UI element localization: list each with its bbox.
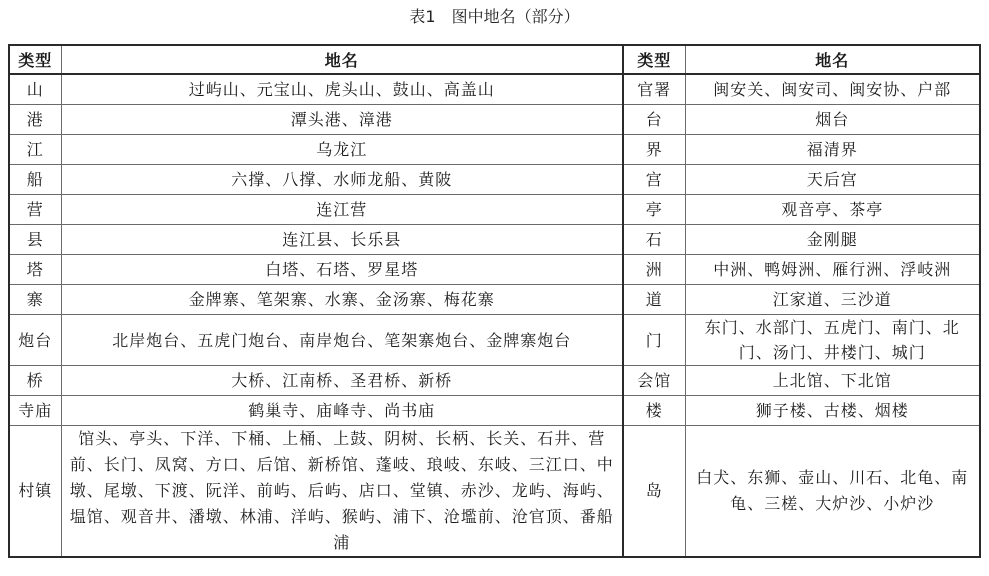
table-row <box>9 315 980 366</box>
names-cell: 中洲、鸭姆洲、雁行洲、浮岐洲 <box>685 255 980 285</box>
table-row <box>9 285 980 315</box>
type-cell: 界 <box>623 135 685 165</box>
table-row <box>9 225 980 255</box>
type-cell: 官署 <box>623 74 685 105</box>
table-row <box>9 105 980 135</box>
table-caption <box>0 6 989 28</box>
type-cell: 村镇 <box>9 426 61 558</box>
names-cell: 天后宫 <box>685 165 980 195</box>
table-row <box>9 396 980 426</box>
names-cell: 江家道、三沙道 <box>685 285 980 315</box>
type-cell: 道 <box>623 285 685 315</box>
type-cell: 港 <box>9 105 61 135</box>
header-name-right: 地名 <box>685 45 980 74</box>
names-cell: 金牌寨、笔架寨、水寨、金汤寨、梅花寨 <box>61 285 623 315</box>
table-row <box>9 135 980 165</box>
type-cell: 桥 <box>9 366 61 396</box>
names-cell: 过屿山、元宝山、虎头山、鼓山、高盖山 <box>61 74 623 105</box>
table-row <box>9 74 980 105</box>
type-cell: 县 <box>9 225 61 255</box>
type-cell: 楼 <box>623 396 685 426</box>
names-cell: 福清界 <box>685 135 980 165</box>
place-names-table <box>8 44 981 558</box>
names-cell: 潭头港、漳港 <box>61 105 623 135</box>
type-cell: 塔 <box>9 255 61 285</box>
type-cell: 船 <box>9 165 61 195</box>
type-cell: 门 <box>623 315 685 366</box>
header-row <box>9 45 980 74</box>
names-cell: 连江营 <box>61 195 623 225</box>
names-cell: 乌龙江 <box>61 135 623 165</box>
table-row <box>9 195 980 225</box>
names-cell: 东门、水部门、五虎门、南门、北门、汤门、井楼门、城门 <box>685 315 980 366</box>
type-cell: 山 <box>9 74 61 105</box>
names-cell: 狮子楼、古楼、烟楼 <box>685 396 980 426</box>
names-cell: 大桥、江南桥、圣君桥、新桥 <box>61 366 623 396</box>
type-cell: 寺庙 <box>9 396 61 426</box>
header-type-left: 类型 <box>9 45 61 74</box>
type-cell: 石 <box>623 225 685 255</box>
names-cell: 六撑、八撑、水师龙船、黄陂 <box>61 165 623 195</box>
table-row <box>9 366 980 396</box>
type-cell: 炮台 <box>9 315 61 366</box>
names-cell: 鹤巢寺、庙峰寺、尚书庙 <box>61 396 623 426</box>
type-cell: 洲 <box>623 255 685 285</box>
table-title: 图中地名（部分） <box>451 7 580 26</box>
type-cell: 岛 <box>623 426 685 558</box>
names-cell: 观音亭、茶亭 <box>685 195 980 225</box>
names-cell: 白塔、石塔、罗星塔 <box>61 255 623 285</box>
names-cell: 白犬、东狮、壶山、川石、北龟、南龟、三槎、大炉沙、小炉沙 <box>685 426 980 558</box>
type-cell: 台 <box>623 105 685 135</box>
names-cell: 金刚腿 <box>685 225 980 255</box>
table-row <box>9 426 980 558</box>
type-cell: 寨 <box>9 285 61 315</box>
type-cell: 亭 <box>623 195 685 225</box>
names-cell: 北岸炮台、五虎门炮台、南岸炮台、笔架寨炮台、金牌寨炮台 <box>61 315 623 366</box>
type-cell: 宫 <box>623 165 685 195</box>
table-row <box>9 165 980 195</box>
names-cell: 上北馆、下北馆 <box>685 366 980 396</box>
type-cell: 营 <box>9 195 61 225</box>
names-cell: 连江县、长乐县 <box>61 225 623 255</box>
type-cell: 江 <box>9 135 61 165</box>
table-number: 表1 <box>409 7 436 26</box>
names-cell: 烟台 <box>685 105 980 135</box>
type-cell: 会馆 <box>623 366 685 396</box>
header-name-left: 地名 <box>61 45 623 74</box>
table-row <box>9 255 980 285</box>
names-cell: 馆头、亭头、下洋、下桶、上桶、上鼓、阴树、长柄、长关、石井、营前、长门、凤窝、方口、后馆、新桥馆、蓬岐、琅岐、东岐、三江口、中墩、尾墩、下渡、阮洋、前屿、后屿、店口、堂镇、赤沙、龙屿、海屿、塭馆、观音井、潘墩、林浦、洋屿、猴屿、浦下、沧壏前、沧官顶、番船浦 <box>61 426 623 558</box>
names-cell: 闽安关、闽安司、闽安协、户部 <box>685 74 980 105</box>
header-type-right: 类型 <box>623 45 685 74</box>
